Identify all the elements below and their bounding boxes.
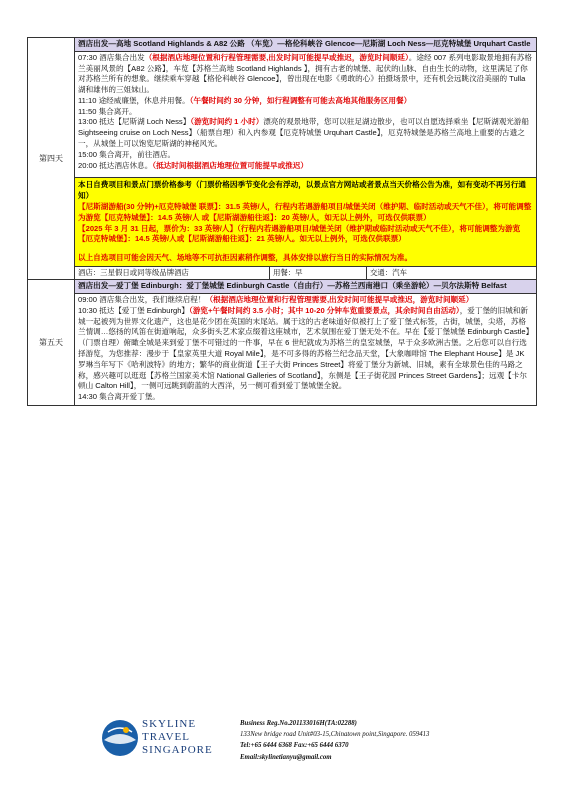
item-note: （根据酒店地理位置和行程管理需要,出发时间可能提早或推迟，游览时间顺延）: [144, 52, 409, 62]
day4-summary: [75, 266, 536, 280]
item-rest: ，爱丁堡的旧城和新城一起被列为世界文化遗产，这也是花少团在英国的末尾站。属于这的古老味道好似被打上了爱丁堡式标签，古街，城堡，尖塔，苏格兰情调…悠扬的风笛在街道响起，众多街头艺术家点缀着这座城市，艺术氛围在爱丁堡无处不在。早在【爱丁堡城堡 Edinburgh Castle】（门票自理）俯瞰全城是来到爱丁堡不可错过的一件事，早在 6 世纪就成为苏格兰的皇室城堡，早于众多欧洲古堡。之后您可以自行选择游览，为您推荐：漫步于【皇家英里大道 Royal Mile】，是不可多得的苏格兰纪念品天堂，【大象咖啡馆 The Elephant House】是 JK 罗琳当年写下《哈利波特》的地方；繁华的商业街道【王子大街 Princes Street】将爱丁堡分为新城、旧城，素有全球景色佳的马路之称，感兴趣可以逛逛【苏格兰国家美术馆 National Galleries of Scotland】，东侧是【王子街花园 Princes Street Gardens】；远观【卡尔顿山 Calton Hill】，一侧可远眺到蔚蓝的大西洋，另一侧可看到爱丁堡城堡全貌。: [78, 305, 530, 391]
item-note: （午餐时间约 30 分钟，如行程调整有可能去高地其他服务区用餐）: [189, 95, 412, 105]
item-time: 07:30: [78, 52, 98, 62]
day5-item-1430: [78, 392, 533, 403]
day4-item-0730: [78, 53, 533, 96]
logo-line-2: TRAVEL: [142, 731, 190, 744]
day5-item-1030: [78, 306, 533, 392]
item-time: 13:00: [78, 117, 98, 127]
day4-row: [28, 38, 536, 280]
day4-label: 第四天: [28, 38, 75, 279]
day4-meal: 用餐：早: [270, 267, 367, 280]
company-details: [240, 718, 429, 763]
item-text: 集合离开，前往酒店。: [99, 149, 176, 159]
item-time: 14:30: [78, 392, 98, 402]
item-note: （抵达时间根据酒店地理位置可能提早或推迟）: [152, 160, 308, 170]
itinerary-table: [27, 37, 537, 406]
day5-body: [75, 294, 536, 405]
item-text: 集合离开。: [98, 106, 137, 116]
item-text: 抵达【爱丁堡 Edinburgh】: [99, 305, 190, 315]
day4-body: [75, 52, 536, 174]
day4-price-note: [75, 177, 536, 265]
item-text: 酒店集合出发: [99, 52, 145, 62]
item-time: 15:00: [78, 149, 98, 159]
item-text: 酒店集合出发，我们继续启程！: [99, 295, 206, 305]
price-note-tail: 以上自选项目可能会因天气、场地等不可抗拒因素稍作调整，具体安排以旅行当日的实际情况为准。: [78, 253, 413, 263]
day4-transport: 交通：汽车: [370, 267, 407, 277]
company-phone: Tel:+65 6444 6368 Fax:+65 6444 6370: [240, 742, 349, 750]
day5-row: [28, 280, 536, 405]
day4-route: 酒店出发—高地 Scotland Highlands & A82 公路 （车览）—格伦科峡谷 Glencoe—尼斯湖 Loch Ness—厄克特城堡 Urquhart Castle: [75, 38, 536, 52]
company-footer: [100, 716, 540, 776]
price-note-line-2: 【2025 年 3 月 31 日起，票价为：33 英镑/人】（行程内若遇游船项目/城堡关闭（维护期或临时活动或天气不佳），将可能调整为游览【厄克特城堡】：14.5 英镑/人或【尼斯湖游船往返】：21 英镑/人。如无以上例外，可选仅供联票）: [78, 223, 521, 244]
day5-content: [75, 280, 536, 405]
item-note: （根据酒店地理位置和行程管理需要,出发时间可能提早或推迟，游览时间顺延）: [205, 295, 474, 305]
price-note-heading: 本日自费项目和景点门票价格参考（门票价格因季节变化会有浮动，以景点官方网站或者景点当天价格公告为准，如有变动不再另行通知）: [78, 180, 527, 201]
item-rest: 。途经 007 系列电影取景地拥有苏格兰美丽风景的【A82 公路】，车览【苏格兰高地 Scotland Highlands 】，拥有古老的城堡、起伏的山脉、自由生长的动物，这里满足了你对苏格兰所有的想象。继续乘车穿越【格伦科峡谷 Glencoe】，曾出现在电影《勇敢的心》拍摄场景中，还有机会远眺汶沿美丽的 Tulla 湖和雄伟的三姐妹山。: [78, 52, 532, 95]
day4-item-1500: [78, 150, 533, 161]
company-logo: [100, 718, 220, 768]
day4-hotel: 酒店：三星假日或同等级品牌酒店: [75, 267, 270, 280]
item-text: 途经威廉堡，休息并用餐。: [98, 95, 190, 105]
item-time: 09:00: [78, 295, 98, 305]
item-text: 抵达酒店休息。: [99, 160, 153, 170]
item-time: 20:00: [78, 160, 98, 170]
item-time: 10:30: [78, 305, 98, 315]
item-time: 11:10: [78, 95, 97, 105]
day5-label: 第五天: [28, 280, 75, 405]
item-text: 集合离开爱丁堡。: [99, 392, 160, 402]
business-reg: Business Reg.No.201133016H(TA:02288): [240, 720, 357, 727]
item-note: （游览+午餐时间约 3.5 小时；其中 10-20 分钟车览重要景点，其余时间自由活动）: [189, 305, 460, 315]
day4-item-2000: [78, 161, 533, 172]
item-rest: 漂亮的观景地带，您可以驻足湖边散步，也可以自愿选择乘坐【尼斯湖观光游船 Sightseeing cruise on Loch Ness】（船票自理）和入内参观【厄克特城堡 Urquhart Castle】，厄克特城堡是苏格兰高地上重要的古遗之一，从城堡上可以饱览尼斯湖的神秘风光。: [78, 117, 530, 149]
company-address: 133New bridge road Unit#03-15,Chinatown point,Singapore. 059413: [240, 731, 430, 739]
day5-item-0900: [78, 295, 533, 306]
day4-item-1150: [78, 107, 533, 118]
price-note-line-1: 【尼斯湖游船(30 分钟)+厄克特城堡 联票】：31.5 英镑/人，行程内若遇游船项目/城堡关闭（维护期、临时活动或天气不佳），将可能调整为游览【厄克特城堡】：14.5 英镑/人 或【尼斯湖游船往返】：20 英镑/人，如无以上例外，可选仅供联票）: [78, 201, 532, 222]
item-time: 11:50: [78, 106, 97, 116]
logo-line-3: SINGAPORE: [142, 744, 213, 757]
day4-item-1300: [78, 117, 533, 149]
item-note: （游览时间约 1 小时）: [190, 117, 264, 127]
company-email: Email:skylinetianyu@gmail.com: [240, 753, 332, 761]
logo-line-1: SKYLINE: [142, 718, 197, 730]
day5-route: 酒店出发—爱丁堡 Edinburgh：爱丁堡城堡 Edinburgh Castle（自由行）—苏格兰西南港口（乘坐游轮）—贝尔法斯特 Belfast: [75, 280, 536, 294]
logo-text: [142, 718, 213, 758]
item-text: 抵达【尼斯湖 Loch Ness】: [99, 117, 191, 127]
globe-logo-icon: [100, 718, 140, 758]
day4-content: [75, 38, 536, 279]
day4-item-1110: [78, 96, 533, 107]
